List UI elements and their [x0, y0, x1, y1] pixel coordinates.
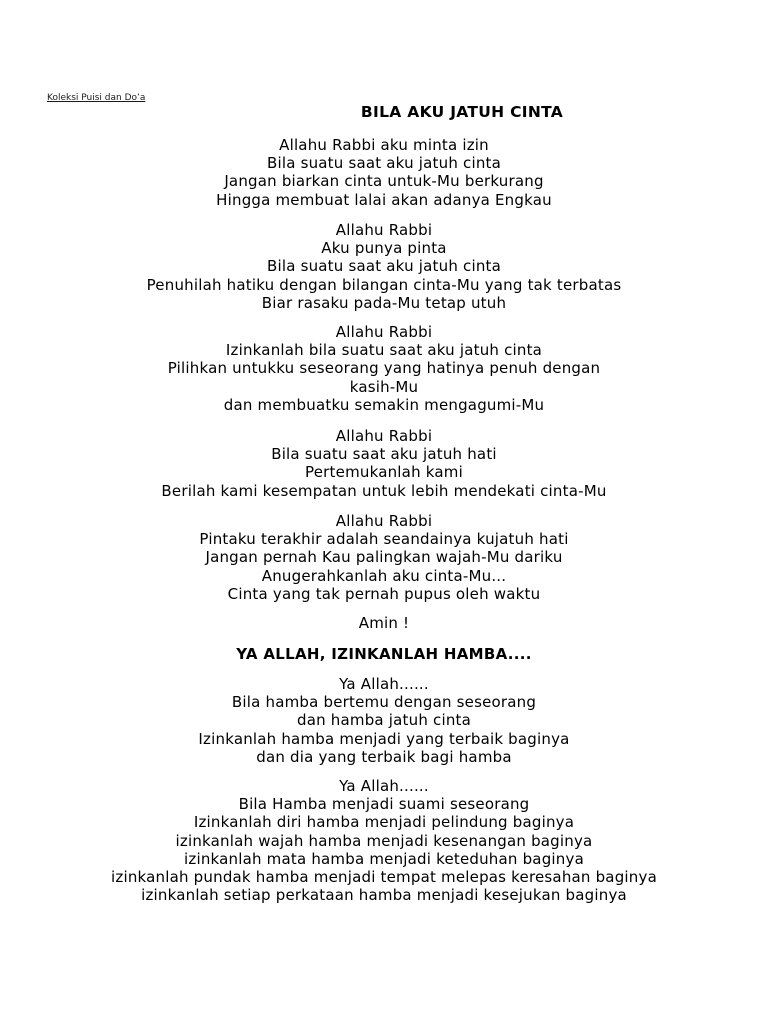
verse-line: izinkanlah pundak hamba menjadi tempat melepas keresahan baginya — [111, 868, 657, 887]
verse-line: Pertemukanlah kami — [305, 463, 463, 482]
verse-line: Ya Allah...... — [339, 675, 429, 693]
verse-line: Jangan biarkan cinta untuk-Mu berkurang — [224, 172, 544, 191]
verse-line: Hingga membuat lalai akan adanya Engkau — [216, 190, 552, 209]
poem2-title: YA ALLAH, IZINKANLAH HAMBA.... — [236, 645, 532, 663]
verse-line: Berilah kami kesempatan untuk lebih mendekati cinta-Mu — [161, 481, 607, 500]
verse-line: Allahu Rabbi — [335, 512, 433, 530]
verse-line: Bila hamba bertemu dengan seseorang — [231, 693, 537, 712]
verse-line: izinkanlah setiap perkataan hamba menjadi kesejukan baginya — [141, 886, 627, 905]
poem1-stanza-6 — [0, 614, 768, 632]
verse-line: Aku punya pinta — [321, 239, 447, 258]
poem1-stanza-2 — [0, 221, 768, 312]
verse-line: Amin ! — [358, 614, 410, 632]
verse-line: Allahu Rabbi — [335, 323, 433, 341]
verse-line: Jangan pernah Kau palingkan wajah-Mu dariku — [205, 548, 563, 567]
verse-line: Pintaku terakhir adalah seandainya kujatuh hati — [199, 530, 569, 549]
verse-line: Izinkanlah hamba menjadi yang terbaik baginya — [198, 729, 570, 748]
verse-line: Allahu Rabbi — [335, 427, 433, 445]
verse-line: Allahu Rabbi aku minta izin — [279, 136, 489, 154]
verse-line: Izinkanlah diri hamba menjadi pelindung baginya — [193, 813, 575, 832]
poem2-stanza-1 — [0, 675, 768, 766]
poem1-stanza-5 — [0, 512, 768, 603]
verse-line: izinkanlah mata hamba menjadi keteduhan baginya — [184, 849, 584, 868]
verse-line: Ya Allah...... — [339, 777, 429, 795]
poem1-title: BILA AKU JATUH CINTA — [360, 103, 564, 121]
verse-line: izinkanlah wajah hamba menjadi kesenangan baginya — [175, 831, 593, 850]
verse-line: Biar rasaku pada-Mu tetap utuh — [261, 293, 507, 312]
poem1-stanza-3 — [0, 323, 768, 414]
verse-line: dan dia yang terbaik bagi hamba — [256, 747, 512, 766]
verse-line: dan membuatku semakin mengagumi-Mu — [223, 395, 545, 414]
verse-line: Bila suatu saat aku jatuh hati — [271, 445, 497, 464]
verse-line: Bila Hamba menjadi suami seseorang — [238, 795, 530, 814]
verse-line: kasih-Mu — [349, 377, 419, 396]
verse-line: dan hamba jatuh cinta — [297, 711, 471, 730]
verse-line: Allahu Rabbi — [335, 221, 433, 239]
verse-line: Pilihkan untukku seseorang yang hatinya penuh dengan — [167, 359, 601, 378]
verse-line: Penuhilah hatiku dengan bilangan cinta-Mu yang tak terbatas — [146, 275, 622, 294]
verse-line: Anugerahkanlah aku cinta-Mu... — [261, 566, 507, 585]
verse-line: Izinkanlah bila suatu saat aku jatuh cinta — [225, 341, 543, 360]
verse-line: Bila suatu saat aku jatuh cinta — [266, 154, 501, 173]
poem1-stanza-1 — [0, 136, 768, 209]
collection-link[interactable]: Koleksi Puisi dan Do’a — [47, 93, 146, 103]
poem1-stanza-4 — [0, 427, 768, 500]
verse-line: Bila suatu saat aku jatuh cinta — [266, 257, 501, 276]
poem2-stanza-2 — [0, 777, 768, 904]
verse-line: Cinta yang tak pernah pupus oleh waktu — [227, 584, 541, 603]
